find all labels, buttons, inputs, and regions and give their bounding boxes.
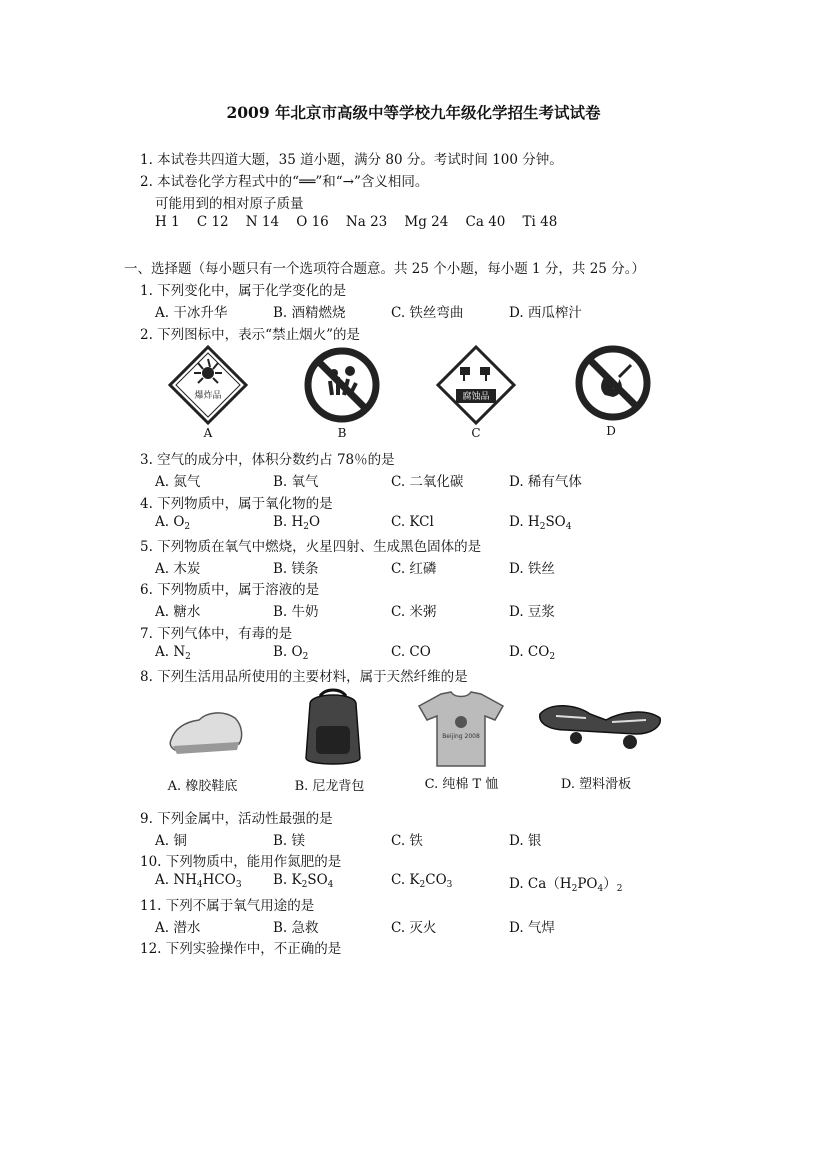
q9-option-a: A. 铜 — [155, 833, 187, 849]
note-2: 2. 本试卷化学方程式中的“══”和“→”含义相同。 — [140, 174, 429, 190]
atomic-masses: H 1 C 12 N 14 O 16 Na 23 Mg 24 Ca 40 Ti 48 — [155, 214, 558, 230]
question-6-stem: 6. 下列物质中，属于溶液的是 — [140, 582, 320, 598]
q2-label-b: B — [337, 426, 347, 440]
question-5-stem: 5. 下列物质在氧气中燃烧，火星四射、生成黑色固体的是 — [140, 539, 482, 555]
q11-option-b: B. 急救 — [273, 920, 319, 936]
note-3: 可能用到的相对原子质量 — [155, 196, 304, 212]
q8-option-b: B. 尼龙背包 — [294, 779, 365, 794]
q1-option-c: C. 铁丝弯曲 — [391, 305, 464, 321]
question-4-stem: 4. 下列物质中，属于氧化物的是 — [140, 496, 333, 512]
question-1-stem: 1. 下列变化中，属于化学变化的是 — [140, 283, 347, 299]
rubber-shoe-sole-icon — [165, 700, 247, 760]
question-10-stem: 10. 下列物质中，能用作氮肥的是 — [140, 854, 342, 870]
question-7-stem: 7. 下列气体中，有毒的是 — [140, 626, 293, 642]
q7-option-b: B. $O_2$ — [273, 644, 309, 662]
q11-option-a: A. 潜水 — [155, 920, 201, 936]
q7-option-a: A. $N_2$ — [155, 644, 191, 662]
q2-label-a: A — [203, 426, 213, 440]
q5-option-c: C. 红磷 — [391, 561, 437, 577]
q10-option-d: D. $Ca(H_2PO_4)_2$ — [509, 876, 623, 894]
nylon-backpack-icon — [296, 686, 370, 772]
q11-option-d: D. 气焊 — [509, 920, 555, 936]
q8-option-a: A. 橡胶鞋底 — [167, 779, 238, 794]
q8-option-c: C. 纯棉 T 恤 — [424, 777, 499, 792]
q8-option-d: D. 塑料滑板 — [560, 777, 632, 792]
q3-option-b: B. 氧气 — [273, 474, 319, 490]
sign-c-text: 腐蚀品 — [462, 392, 490, 402]
plastic-skateboard-icon — [536, 694, 664, 754]
q2-label-d: D — [606, 424, 616, 438]
question-11-stem: 11. 下列不属于氧气用途的是 — [140, 898, 315, 914]
q3-option-d: D. 稀有气体 — [509, 474, 582, 490]
q6-option-d: D. 豆浆 — [509, 604, 555, 620]
q4-option-c: C. KCl — [391, 514, 434, 530]
q11-option-c: C. 灭火 — [391, 920, 437, 936]
question-3-stem: 3. 空气的成分中，体积分数约占 78％的是 — [140, 452, 395, 468]
note-1: 1. 本试卷共四道大题，35 道小题，满分 80 分。考试时间 100 分钟。 — [140, 152, 563, 168]
q10-option-c: C. $K_2CO_3$ — [391, 872, 453, 890]
section-heading: 一、选择题（每小题只有一个选项符合题意。共 25 个小题，每小题 1 分，共 25 分。） — [124, 261, 645, 277]
q1-option-b: B. 酒精燃烧 — [273, 305, 346, 321]
q1-option-a: A. 干冰升华 — [155, 305, 228, 321]
q7-option-d: D. $CO_2$ — [509, 644, 556, 662]
q4-option-a: A. $O_2$ — [155, 514, 191, 532]
no-smoking-fire-sign-icon — [573, 343, 653, 423]
q5-option-b: B. 镁条 — [273, 561, 319, 577]
q5-option-d: D. 铁丝 — [509, 561, 555, 577]
shirt-text: Beijing 2008 — [442, 733, 480, 740]
cotton-tshirt-icon — [415, 688, 507, 770]
q7-option-c: C. CO — [391, 644, 431, 660]
question-12-stem: 12. 下列实验操作中，不正确的是 — [140, 941, 342, 957]
q10-option-a: A. $NH_4HCO_3$ — [155, 872, 242, 890]
q10-option-b: B. $K_2SO_4$ — [273, 872, 334, 890]
q9-option-d: D. 银 — [509, 833, 542, 849]
q9-option-c: C. 铁 — [391, 833, 423, 849]
corrosive-sign-icon — [436, 345, 516, 425]
sign-a-text: 爆炸品 — [194, 391, 222, 401]
q4-option-d: D. $H_2SO_4$ — [509, 514, 572, 532]
q3-option-a: A. 氮气 — [155, 474, 201, 490]
question-9-stem: 9. 下列金属中，活动性最强的是 — [140, 811, 333, 827]
q5-option-a: A. 木炭 — [155, 561, 201, 577]
q3-option-c: C. 二氧化碳 — [391, 474, 464, 490]
q2-label-c: C — [471, 426, 481, 440]
q6-option-c: C. 米粥 — [391, 604, 437, 620]
q4-option-b: B. $H_2O$ — [273, 514, 321, 532]
q9-option-b: B. 镁 — [273, 833, 306, 849]
q6-option-a: A. 糖水 — [155, 604, 201, 620]
page-title: 2009 年北京市高级中等学校九年级化学招生考试试卷 — [226, 103, 601, 122]
question-8-stem: 8. 下列生活用品所使用的主要材料，属于天然纤维的是 — [140, 669, 468, 685]
q1-option-d: D. 西瓜榨汁 — [509, 305, 582, 321]
q6-option-b: B. 牛奶 — [273, 604, 319, 620]
explosive-sign-icon — [168, 345, 248, 425]
no-fireworks-sign-icon — [302, 345, 382, 425]
question-2-stem: 2. 下列图标中，表示“禁止烟火”的是 — [140, 327, 360, 343]
